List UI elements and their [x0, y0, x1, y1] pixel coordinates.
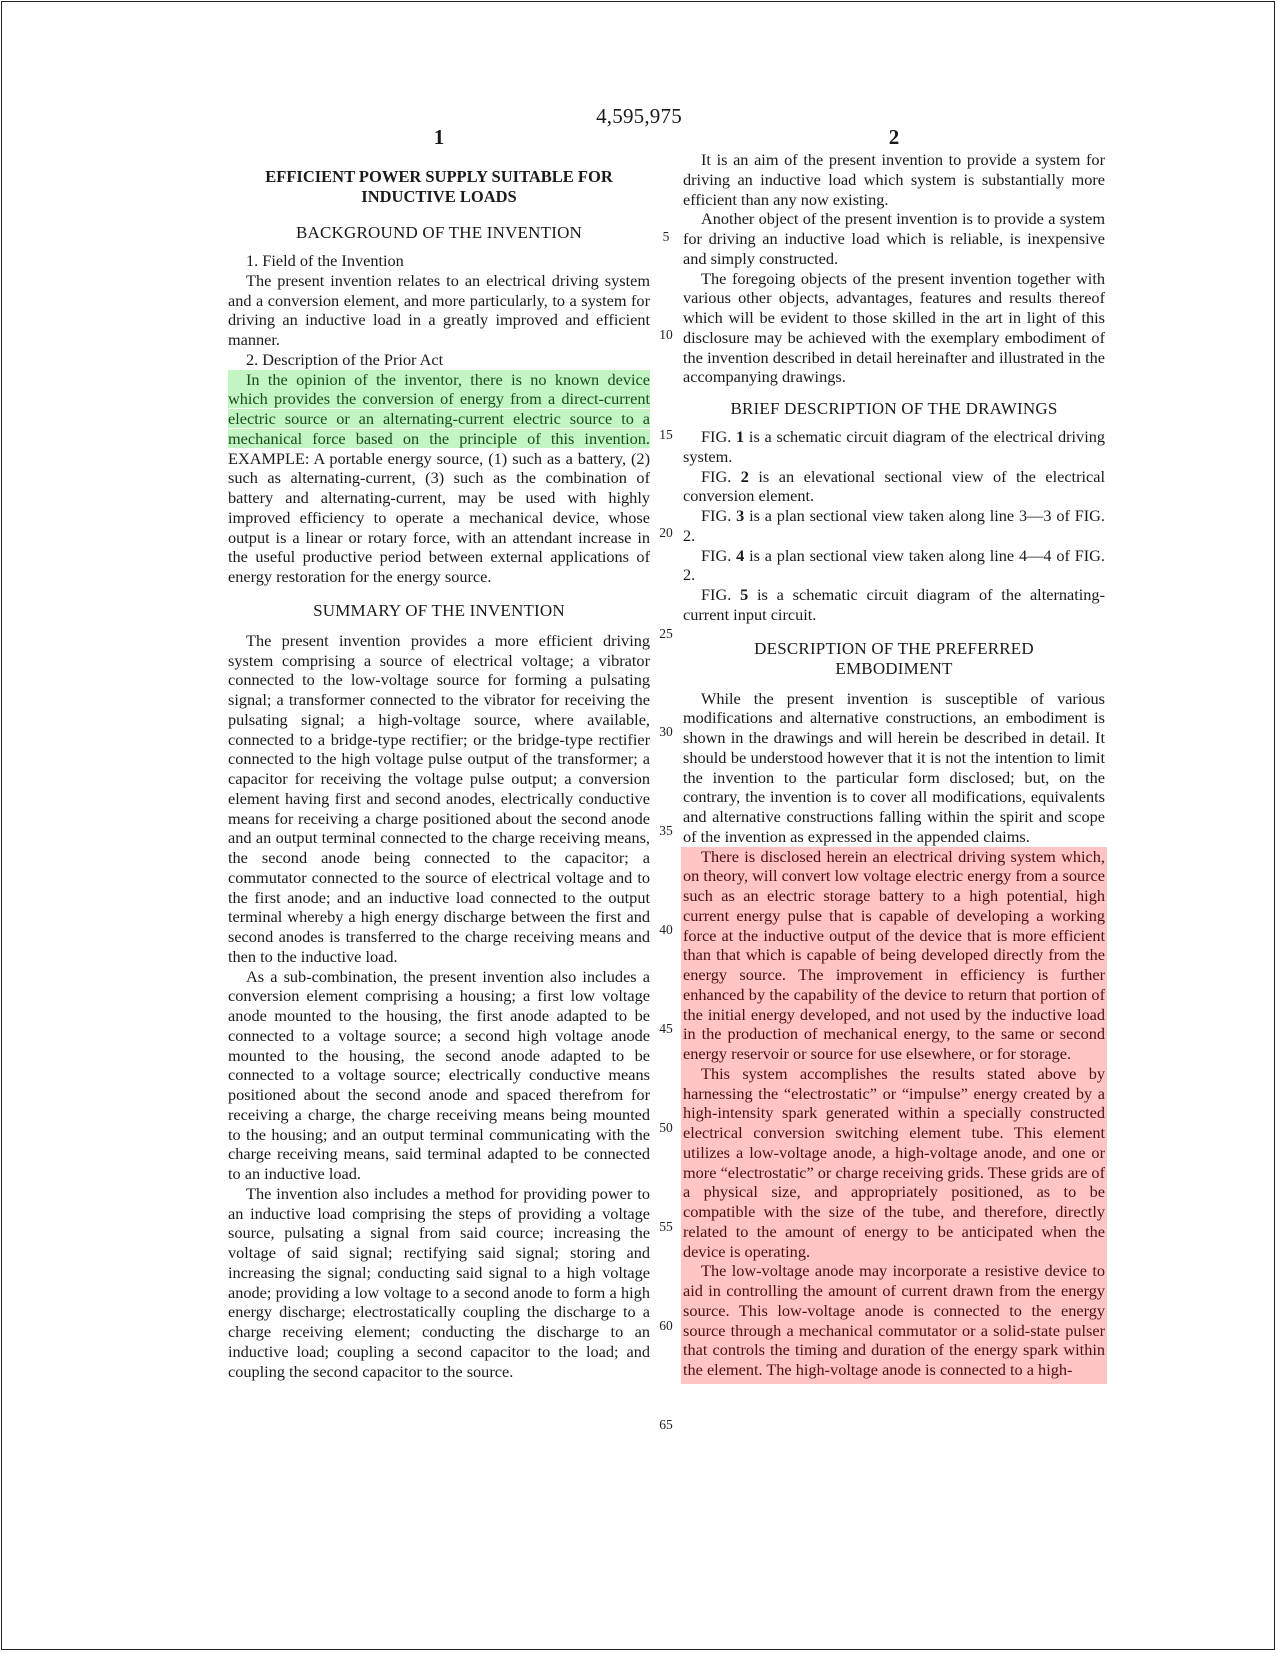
summary-heading: SUMMARY OF THE INVENTION	[313, 600, 565, 620]
figure-label: FIG.	[701, 427, 732, 446]
line-number-55: 55	[659, 1219, 673, 1234]
figure-number: 1	[736, 427, 745, 446]
figure-description: is a schematic circuit diagram of the alternating-current input circuit.	[683, 585, 1105, 624]
line-number-60: 60	[659, 1318, 673, 1333]
foregoing-paragraph: The foregoing objects of the present invention together with various other objects, advantages, features and results thereof which will be evident to those skilled in the art in light of this disclosure may be achieved with the exemplary embodiment of the invention described in detail hereinafter and illustrated in the accompanying drawings.	[683, 268, 1105, 387]
summary-paragraph-1: The present invention provides a more efficient driving system comprising a source of electrical voltage; a vibrator connected to the low-voltage source for forming a pulsating signal; a transformer connected to the vibrator for receiving the pulsating signal; a high-voltage source, where available, connected to a bridge-type rectifier; or the bridge-type rectifier connected to the high voltage pulse output of the transformer; a capacitor for receiving the voltage pulse output; a conversion element having first and second anodes, electrically conductive means for receiving a charge positioned about the second anode and an output terminal connected to the charge receiving means, the second anode being connected to the capacitor; a commutator connected to the source of electrical voltage and to the first anode; and an inductive load connected to the output terminal whereby a high energy discharge between the first and second anodes is transferred to the charge receiving means and then to the inductive load.	[228, 630, 650, 966]
document-title: EFFICIENT POWER SUPPLY SUITABLE FOR INDUCTIVE LOADS	[265, 167, 613, 206]
embodiment-paragraph-3: This system accomplishes the results stated above by harnessing the “electrostatic” or “impulse” energy created by a high-intensity spark generated within a specially constructed electrical conversion switching element tube. This element utilizes a low-voltage anode, a high-voltage anode, and one or more “electrostatic” or charge receiving grids. These grids are of a physical size, and appropriately positioned, as to be compatible with the size of the tube, and therefore, directly related to the amount of energy to be anticipated when the device is operating.	[683, 1063, 1105, 1261]
field-subheading: 1. Field of the Invention	[246, 251, 404, 270]
line-number-40: 40	[659, 922, 673, 937]
line-number-35: 35	[659, 823, 673, 838]
line-number-20: 20	[659, 525, 673, 540]
background-heading: BACKGROUND OF THE INVENTION	[295, 223, 583, 242]
right-column	[683, 150, 1105, 1384]
figure-description: is a schematic circuit diagram of the electrical driving system.	[683, 427, 1105, 466]
patent-number: 4,595,975	[596, 104, 682, 128]
figure-description: is an elevational sectional view of the electrical conversion element.	[683, 466, 1105, 506]
embodiment-paragraph-1: While the present invention is susceptible of various modifications and alternative constructions, an embodiment is shown in the drawings and will herein be described in detail. It should be understood however that it is not the intention to limit the invention to the particular form disclosed; but, on the contrary, the invention is to cover all modifications, equivalents and alternative constructions falling within the spirit and scope of the invention as expressed in the appended claims.	[683, 688, 1105, 846]
figure-number: 2	[740, 466, 749, 486]
summary-paragraph-3: The invention also includes a method for providing power to an inductive load comprising the steps of providing a voltage source, pulsating a signal from said cource; increasing the voltage of said signal; rectifying said signal; storing and increasing the signal; conducting said signal to a high voltage anode; providing a low voltage to a second anode to form a high energy discharge; electrostatically coupling the discharge to a charge receiving element; conducting the discharge to an inductive load; coupling a second capacitor to the load; and coupling the second capacitor to the source.	[228, 1183, 650, 1381]
figure-number: 3	[736, 506, 745, 525]
figure-item	[683, 427, 1105, 467]
embodiment-paragraph-4: The low-voltage anode may incorporate a resistive device to aid in controlling the amount of current drawn from the energy source. This low-voltage anode is connected to the energy source through a mechanical commutator or a solid-state pulser that controls the timing and duration of the energy spark within the element. The high-voltage anode is connected to a high-	[683, 1261, 1105, 1379]
figure-item	[683, 546, 1105, 586]
drawings-heading: BRIEF DESCRIPTION OF THE DRAWINGS	[730, 399, 1058, 418]
line-number-15: 15	[659, 427, 673, 442]
figure-list	[683, 427, 1105, 625]
column-number-left: 1	[433, 125, 445, 149]
prior-art-subheading: 2. Description of the Prior Act	[246, 349, 444, 369]
figure-item	[683, 467, 1105, 507]
line-number-45: 45	[659, 1021, 673, 1036]
figure-label: FIG.	[701, 466, 732, 486]
figure-description: is a plan sectional view taken along line 3—3 of FIG. 2.	[683, 506, 1105, 545]
red-highlight[interactable]	[681, 847, 1107, 1384]
column-number-right: 2	[888, 125, 900, 149]
prior-art-paragraph	[228, 370, 650, 587]
line-number-30: 30	[659, 724, 673, 739]
line-number-50: 50	[659, 1120, 673, 1135]
line-number-65: 65	[659, 1417, 673, 1432]
figure-number: 5	[740, 585, 749, 604]
embodiment-paragraph-2: There is disclosed herein an electrical driving system which, on theory, will convert low voltage electric energy from a source such as an electric storage battery to a high potential, high current energy pulse that is capable of developing a working force at the inductive output of the device that is more efficient than that which is capable of being developed directly from the energy source. The improvement in efficiency is further enhanced by the capability of the device to return that portion of the initial energy developed, and not used by the inductive load in the production of mechanical energy, to the same or second energy reservoir or source for use elsewhere, or for storage.	[683, 846, 1105, 1063]
highlighted-text: In the opinion of the inventor, there is no known device which provides the conversion of energy from a direct-current electric source or an alternating-current electric source to a mechanical force based on the principle of this invention.	[228, 369, 650, 448]
figure-label: FIG.	[701, 585, 732, 604]
figure-item	[683, 585, 1105, 625]
line-number-5: 5	[662, 229, 670, 244]
embodiment-heading: DESCRIPTION OF THE PREFERRED EMBODIMENT	[754, 638, 1034, 678]
summary-paragraph-2: As a sub-combination, the present invention also includes a conversion element comprising a housing; a first low voltage anode mounted to the housing, the first anode adapted to be connected to a voltage source; a second high voltage anode mounted to the housing, the second anode adapted to be connected to a voltage source; electrically conductive means positioned about the second anode and spaced therefrom for receiving a charge, the charge receiving means being mounted to the housing; and an output terminal communicating with the charge receiving means, said terminal adapted to be connected to an inductive load.	[228, 966, 650, 1183]
figure-label: FIG.	[701, 545, 732, 565]
figure-number: 4	[736, 545, 745, 565]
green-highlight[interactable]	[228, 370, 650, 448]
line-number-25: 25	[659, 626, 673, 641]
left-column	[228, 167, 650, 1381]
object-paragraph: Another object of the present invention is to provide a system for driving an inductive load which is reliable, is inexpensive and simply constructed.	[683, 209, 1105, 268]
figure-label: FIG.	[701, 506, 732, 525]
prior-art-rest: EXAMPLE: A portable energy source, (1) such as a battery, (2) such as alternating-current, (3) such as the combination of battery and alternating-current, may be used with highly improved efficiency to operate a mechanical device, whose output is a linear or rotary force, with an attendant increase in the useful productive period between external applications of energy restoration for the energy source.	[228, 448, 650, 586]
aim-paragraph: It is an aim of the present invention to provide a system for driving an inductive load which system is substantially more efficient than any now existing.	[683, 150, 1105, 209]
field-paragraph: The present invention relates to an electrical driving system and a conversion element, and more particularly, to a system for driving an inductive load in a greatly improved and efficient manner.	[228, 270, 650, 349]
figure-description: is a plan sectional view taken along line 4—4 of FIG. 2.	[683, 545, 1105, 585]
line-number-10: 10	[659, 327, 673, 342]
figure-item	[683, 506, 1105, 546]
